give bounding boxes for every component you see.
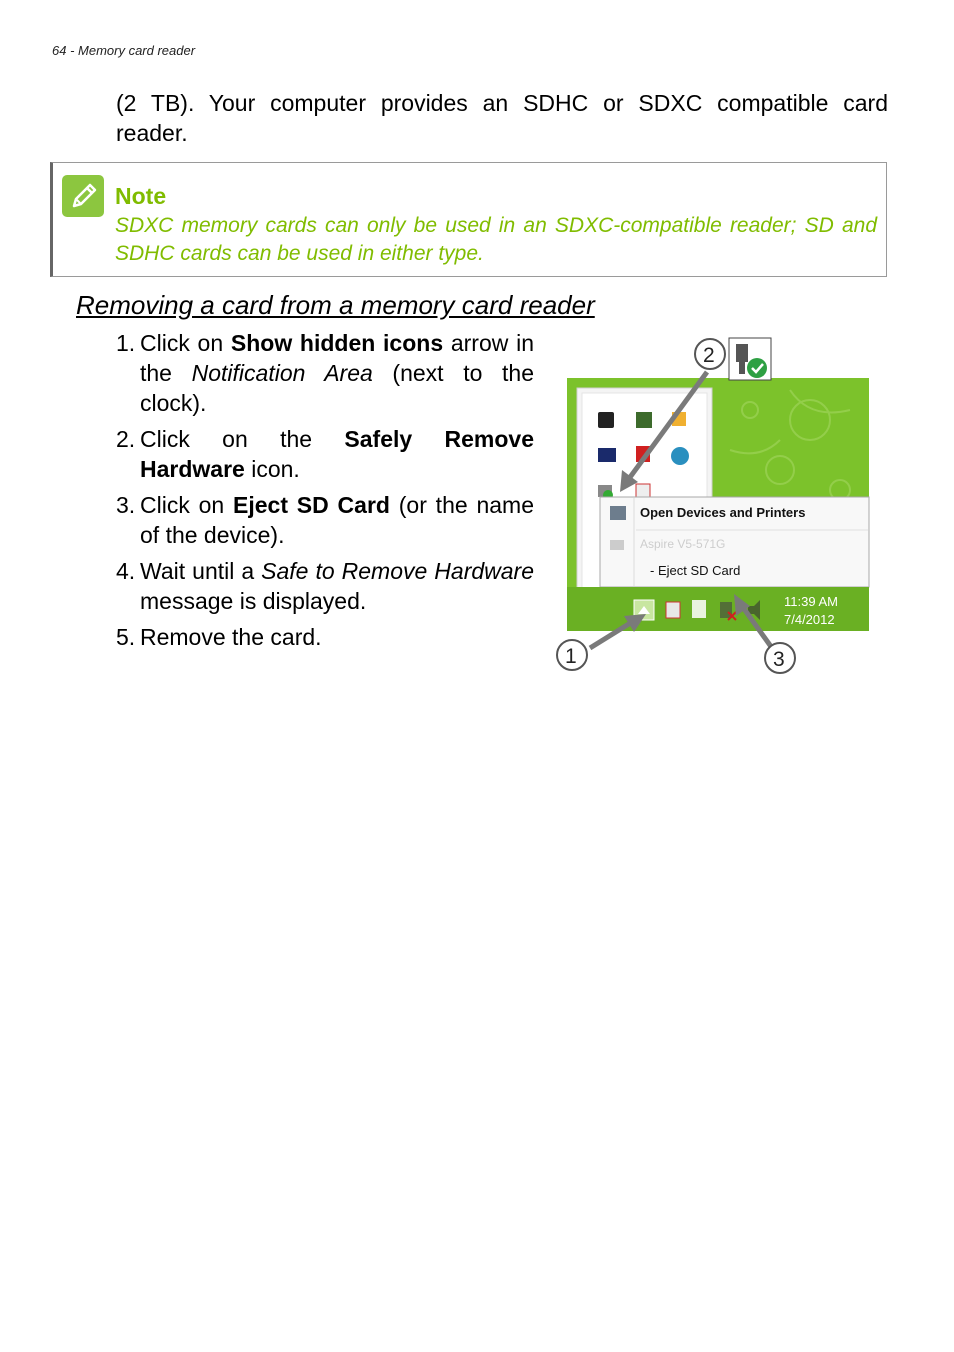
- step-number: 4.: [116, 558, 136, 584]
- note-text: SDXC memory cards can only be used in an SDXC-compatible reader; SD and SDHC cards can be used in either type.: [115, 214, 877, 265]
- notification-area-screenshot: [550, 330, 880, 680]
- list-item: [116, 424, 534, 484]
- clock-date: 7/4/2012: [784, 612, 835, 627]
- section-title: Removing a card from a memory card reader: [76, 290, 595, 320]
- safely-remove-hardware-icon[interactable]: [692, 600, 706, 618]
- step-number: 2.: [116, 426, 136, 452]
- note-box: [50, 162, 887, 277]
- callout-2: 2: [703, 344, 715, 367]
- intro-line-1: (2 TB). Your computer provides an SDHC or SDXC compatible card: [116, 90, 888, 116]
- menu-item-device[interactable]: Aspire V5-571G: [640, 537, 726, 551]
- clock-time: 11:39 AM: [784, 594, 838, 609]
- running-head: 64 - Memory card reader: [52, 43, 196, 58]
- pencil-icon: [62, 175, 104, 217]
- step-text: Click on the Safely Remove Hardware icon.: [140, 426, 534, 482]
- step-number: 1.: [116, 330, 136, 356]
- callout-1: 1: [565, 645, 577, 668]
- steps-list: [116, 328, 534, 658]
- step-number: 5.: [116, 624, 136, 650]
- step-text: Wait until a Safe to Remove Hardware message is displayed.: [140, 558, 534, 614]
- printer-icon: [610, 506, 626, 520]
- step-text: Remove the card.: [140, 624, 322, 650]
- list-item: [116, 490, 534, 550]
- step-text: Click on Show hidden icons arrow in the Notification Area (next to the clock).: [140, 330, 534, 416]
- intro-line-2: reader.: [116, 120, 188, 146]
- intro-paragraph: [116, 88, 888, 148]
- callout-3: 3: [773, 648, 785, 671]
- list-item: [116, 556, 534, 616]
- menu-item-open-devices[interactable]: Open Devices and Printers: [640, 505, 806, 520]
- list-item: [116, 622, 534, 652]
- step-number: 3.: [116, 492, 136, 518]
- list-item: [116, 328, 534, 418]
- note-title: Note: [115, 183, 167, 209]
- menu-item-eject[interactable]: - Eject SD Card: [650, 563, 741, 578]
- step-text: Click on Eject SD Card (or the name of the device).: [140, 492, 534, 548]
